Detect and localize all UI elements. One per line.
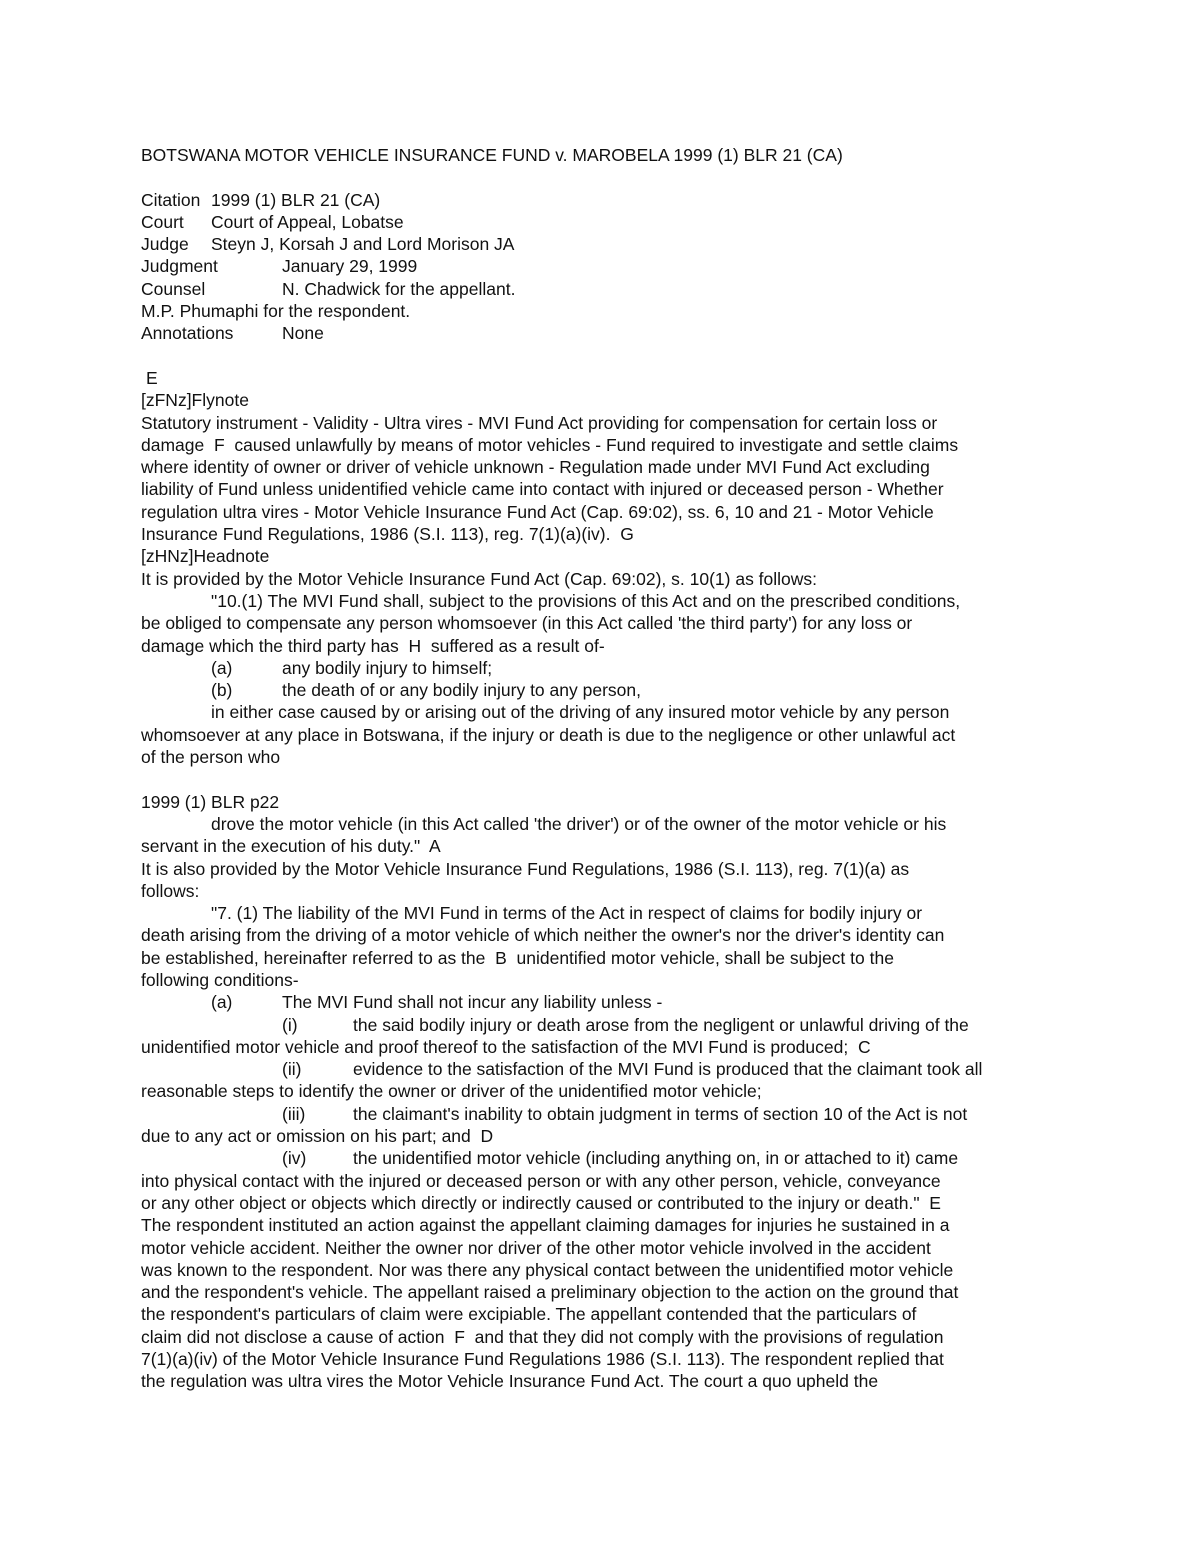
list-item [141,1058,1071,1080]
item-text: evidence to the satisfaction of the MVI Fund is produced that the claimant took all [353,1059,983,1080]
counsel-value: N. Chadwick for the appellant. [282,278,516,299]
flynote-tag: [zFNz]Flynote [141,390,249,411]
regulation-line: or any other object or objects which directly or indirectly caused or contributed to the injury or death." E [141,1192,941,1213]
meta-annotations [141,322,1071,344]
judgment-label: Judgment [141,256,218,277]
item-text: The MVI Fund shall not incur any liability unless - [282,992,663,1013]
meta-counsel [141,278,1071,300]
item-label: (iv) [282,1148,307,1169]
meta-court [141,211,1071,233]
regulation-line: reasonable steps to identify the owner or driver of the unidentified motor vehicle; [141,1081,762,1102]
spacer [141,768,1071,790]
case-title: BOTSWANA MOTOR VEHICLE INSURANCE FUND v. MAROBELA 1999 (1) BLR 21 (CA) [141,145,843,165]
flynote-line: liability of Fund unless unidentified vehicle came into contact with injured or deceased person - Whether [141,479,944,500]
regulation-line: be established, hereinafter referred to as the B unidentified motor vehicle, shall be subject to the [141,947,894,968]
facts-line: the respondent's particulars of claim were excipiable. The appellant contended that the particulars of [141,1304,917,1325]
flynote-line: where identity of owner or driver of vehicle unknown - Regulation made under MVI Fund Act excluding [141,457,930,478]
flynote-line: Insurance Fund Regulations, 1986 (S.I. 113), reg. 7(1)(a)(iv). G [141,524,634,545]
quote-line: "10.(1) The MVI Fund shall, subject to the provisions of this Act and on the prescribed conditions, [211,590,961,611]
margin-marker-e: E [146,367,158,388]
court-label: Court [141,211,184,232]
item-text: the unidentified motor vehicle (including anything on, in or attached to it) came [353,1148,959,1169]
regulation-line: due to any act or omission on his part; and D [141,1126,494,1147]
court-value: Court of Appeal, Lobatse [211,211,404,232]
regulation-line: death arising from the driving of a motor vehicle of which neither the owner's nor the driver's identity can [141,925,945,946]
facts-line: and the respondent's vehicle. The appellant raised a preliminary objection to the action on the ground that [141,1282,959,1303]
judge-label: Judge [141,234,189,255]
facts-line: 7(1)(a)(iv) of the Motor Vehicle Insurance Fund Regulations 1986 (S.I. 113). The respondent replied that [141,1349,944,1370]
flynote-line: damage F caused unlawfully by means of motor vehicles - Fund required to investigate and settle claims [141,434,959,455]
meta-citation [141,189,1071,211]
quote-line: drove the motor vehicle (in this Act called 'the driver') or of the owner of the motor vehicle or his [211,813,947,834]
facts-line: motor vehicle accident. Neither the owner nor driver of the other motor vehicle involved in the accident [141,1237,931,1258]
document-body [141,144,1071,1393]
item-label: (i) [282,1014,298,1035]
list-item [141,991,1071,1013]
meta-judge [141,233,1071,255]
quote-line: of the person who [141,747,281,768]
quote-line: in either case caused by or arising out of the driving of any insured motor vehicle by any person [211,702,950,723]
regulation-line: "7. (1) The liability of the MVI Fund in terms of the Act in respect of claims for bodily injury or [211,903,923,924]
spacer [141,166,1071,188]
headnote-tag: [zHNz]Headnote [141,546,270,567]
list-item [141,1147,1071,1169]
quote-line: damage which the third party has H suffered as a result of- [141,635,605,656]
regulation-intro: It is also provided by the Motor Vehicle Insurance Fund Regulations, 1986 (S.I. 113), reg. 7(1)(a) as [141,858,910,879]
quote-line: whomsoever at any place in Botswana, if the injury or death is due to the negligence or other unlawful act [141,724,956,745]
annotations-value: None [282,323,324,344]
facts-line: claim did not disclose a cause of action F and that they did not comply with the provisions of regulation [141,1326,944,1347]
item-text: the claimant's inability to obtain judgment in terms of section 10 of the Act is not [353,1103,968,1124]
page-reference: 1999 (1) BLR p22 [141,791,280,812]
item-label: (a) [211,657,233,678]
facts-line: the regulation was ultra vires the Motor Vehicle Insurance Fund Act. The court a quo upheld the [141,1371,879,1392]
judge-value: Steyn J, Korsah J and Lord Morison JA [211,234,515,255]
facts-line: was known to the respondent. Nor was there any physical contact between the unidentified motor vehicle [141,1259,954,1280]
facts-line: The respondent instituted an action against the appellant claiming damages for injuries he sustained in a [141,1215,950,1236]
list-item [141,657,1071,679]
item-label: (b) [211,680,233,701]
meta-judgment [141,255,1071,277]
judgment-value: January 29, 1999 [282,256,418,277]
counsel-label: Counsel [141,278,206,299]
spacer [141,345,1071,367]
counsel-respondent: M.P. Phumaphi for the respondent. [141,301,411,322]
regulation-line: into physical contact with the injured or deceased person or with any other person, vehicle, conveyance [141,1170,941,1191]
item-text: the death of or any bodily injury to any person, [282,680,641,701]
headnote-intro: It is provided by the Motor Vehicle Insurance Fund Act (Cap. 69:02), s. 10(1) as follows: [141,568,818,589]
quote-line: be obliged to compensate any person whomsoever (in this Act called 'the third party') for any loss or [141,613,913,634]
list-item [141,1103,1071,1125]
flynote-line: Statutory instrument - Validity - Ultra vires - MVI Fund Act providing for compensation for certain loss or [141,412,938,433]
regulation-line: unidentified motor vehicle and proof thereof to the satisfaction of the MVI Fund is produced; C [141,1036,871,1057]
flynote-line: regulation ultra vires - Motor Vehicle Insurance Fund Act (Cap. 69:02), ss. 6, 10 and 21 - Motor Vehicle [141,501,934,522]
item-text: any bodily injury to himself; [282,657,493,678]
item-label: (a) [211,992,233,1013]
item-text: the said bodily injury or death arose from the negligent or unlawful driving of the [353,1014,969,1035]
regulation-line: following conditions- [141,969,299,990]
item-label: (iii) [282,1103,306,1124]
quote-line: servant in the execution of his duty." A [141,836,441,857]
citation-label: Citation [141,189,201,210]
list-item [141,679,1071,701]
annotations-label: Annotations [141,323,234,344]
item-label: (ii) [282,1059,302,1080]
regulation-intro: follows: [141,880,200,901]
citation-value: 1999 (1) BLR 21 (CA) [211,189,381,210]
list-item [141,1014,1071,1036]
